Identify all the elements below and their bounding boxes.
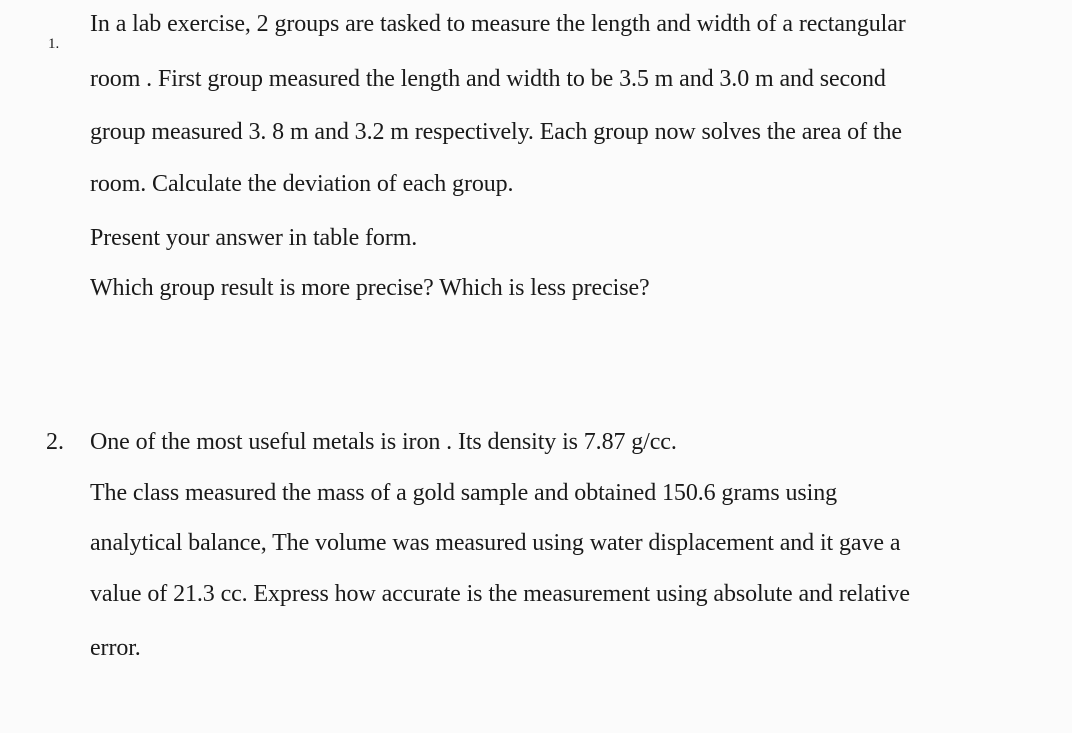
question-text-line: error.	[90, 635, 141, 661]
question-text-line: room. Calculate the deviation of each group.	[90, 171, 514, 197]
question-text-line: room . First group measured the length and width to be 3.5 m and 3.0 m and second	[90, 66, 886, 92]
question-text-line: The class measured the mass of a gold sample and obtained 150.6 grams using	[90, 480, 837, 506]
question-number: 2.	[46, 429, 64, 455]
question-text-line: Which group result is more precise? Which is less precise?	[90, 275, 650, 301]
question-text-line: In a lab exercise, 2 groups are tasked to measure the length and width of a rectangular	[90, 11, 906, 37]
question-text-line: value of 21.3 cc. Express how accurate is the measurement using absolute and relative	[90, 581, 910, 607]
question-text-line: analytical balance, The volume was measured using water displacement and it gave a	[90, 530, 901, 556]
question-text-line: Present your answer in table form.	[90, 225, 418, 251]
question-text-line: One of the most useful metals is iron . Its density is 7.87 g/cc.	[90, 429, 677, 455]
question-number: 1.	[48, 36, 60, 52]
question-text-line: group measured 3. 8 m and 3.2 m respectively. Each group now solves the area of the	[90, 119, 902, 145]
